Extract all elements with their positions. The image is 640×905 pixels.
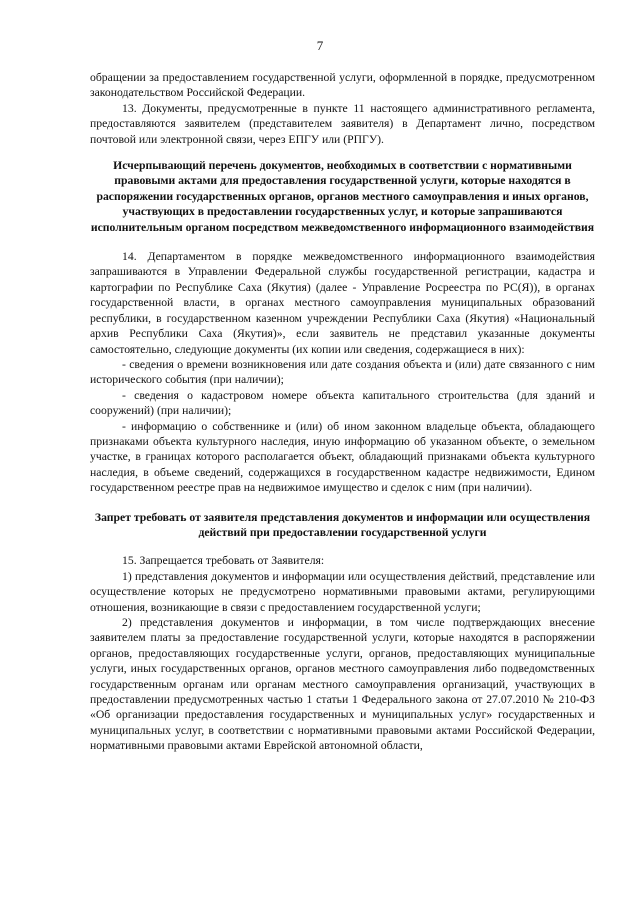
page-number: 7 — [316, 38, 324, 53]
document-body — [90, 70, 595, 754]
paragraph-15: 15. Запрещается требовать от Заявителя: — [122, 554, 325, 568]
paragraph-14-item-cadastral: - сведения о кадастровом номере объекта капитального строительства (для зданий и сооружений) (при наличии); — [90, 388, 595, 418]
paragraph-14-item-time: - сведения о времени возникновения или дате создания объекта и (или) дате связанного с ним исторического события (при наличии); — [90, 357, 595, 387]
paragraph-15-item-2: 2) представления документов и информации, в том числе подтверждающих внесение заявителем платы за предоставление государственной услуги, которые находятся в распоряжении органов, предоставляющих государственные услуги, органов, предоставляющих муниципальные услуги, иных государственных органов, органов местного самоуправления либо подведомственных государственным органам или органам местного самоуправления организаций, участвующих в предоставлении предусмотренных частью 1 статьи 1 Федерального закона от 27.07.2010 № 210-ФЗ «Об организации предоставления государственных и муниципальных услуг» государственных и муниципальных услуг, в соответствии с нормативными правовыми актами Российской Федерации, нормативными правовыми актами Еврейской автономной области, — [90, 616, 595, 753]
paragraph-13: 13. Документы, предусмотренные в пункте 11 настоящего административного регламента, предоставляются заявителем (представителем заявителя) в Департамент лично, посредством почтовой или электронной связи, через ЕПГУ или (РПГУ). — [90, 101, 595, 146]
paragraph-14-item-owner: - информацию о собственнике и (или) об ином законном владельце объекта, обладающего признаками объекта культурного наследия, иную информацию об указанном объекте, о земельном участке, в границах которого располагается объект, обладающий признаками объекта культурного наследия, в объеме сведений, содержащихся в государственном кадастре недвижимости, Едином государственном реестре прав на недвижимое имущество и сделок с ним (при наличии). — [90, 419, 595, 495]
section-heading-interagency-documents: Исчерпывающий перечень документов, необходимых в соответствии с нормативными правовыми актами для предоставления государственной услуги, которые находятся в распоряжении государственных органов, органов местного самоуправления и иных органов, участвующих в предоставлении государственных услуг, и которые запрашиваются исполнительным органом посредством межведомственного информационного взаимодействия — [90, 159, 595, 234]
paragraph-15-item-1: 1) представления документов и информации или осуществления действий, представление или осуществление которых не предусмотрено нормативными правовыми актами, регулирующими отношения, возникающие в связи с предоставлением государственной услуги; — [90, 569, 595, 614]
section-heading-prohibition: Запрет требовать от заявителя представления документов и информации или осуществления действий при предоставлении государственной услуги — [94, 510, 591, 539]
paragraph-continuation: обращении за предоставлением государственной услуги, оформленной в порядке, предусмотренном законодательством Российской Федерации. — [90, 71, 595, 100]
paragraph-14: 14. Департаментом в порядке межведомственного информационного взаимодействия запрашиваются в Управлении Федеральной службы государственной регистрации, кадастра и картографии по Республике Саха (Якутия) (далее - Управление Росреестра по РС(Я)), в органах государственной власти, в органах местного самоуправления муниципальных образований республики, в государственном казенном учреждении Республики Саха (Якутия) «Национальный архив Республики Саха (Якутия)», если заявитель не представил указанные документы самостоятельно, следующие документы (их копии или сведения, содержащиеся в них): — [90, 250, 595, 356]
